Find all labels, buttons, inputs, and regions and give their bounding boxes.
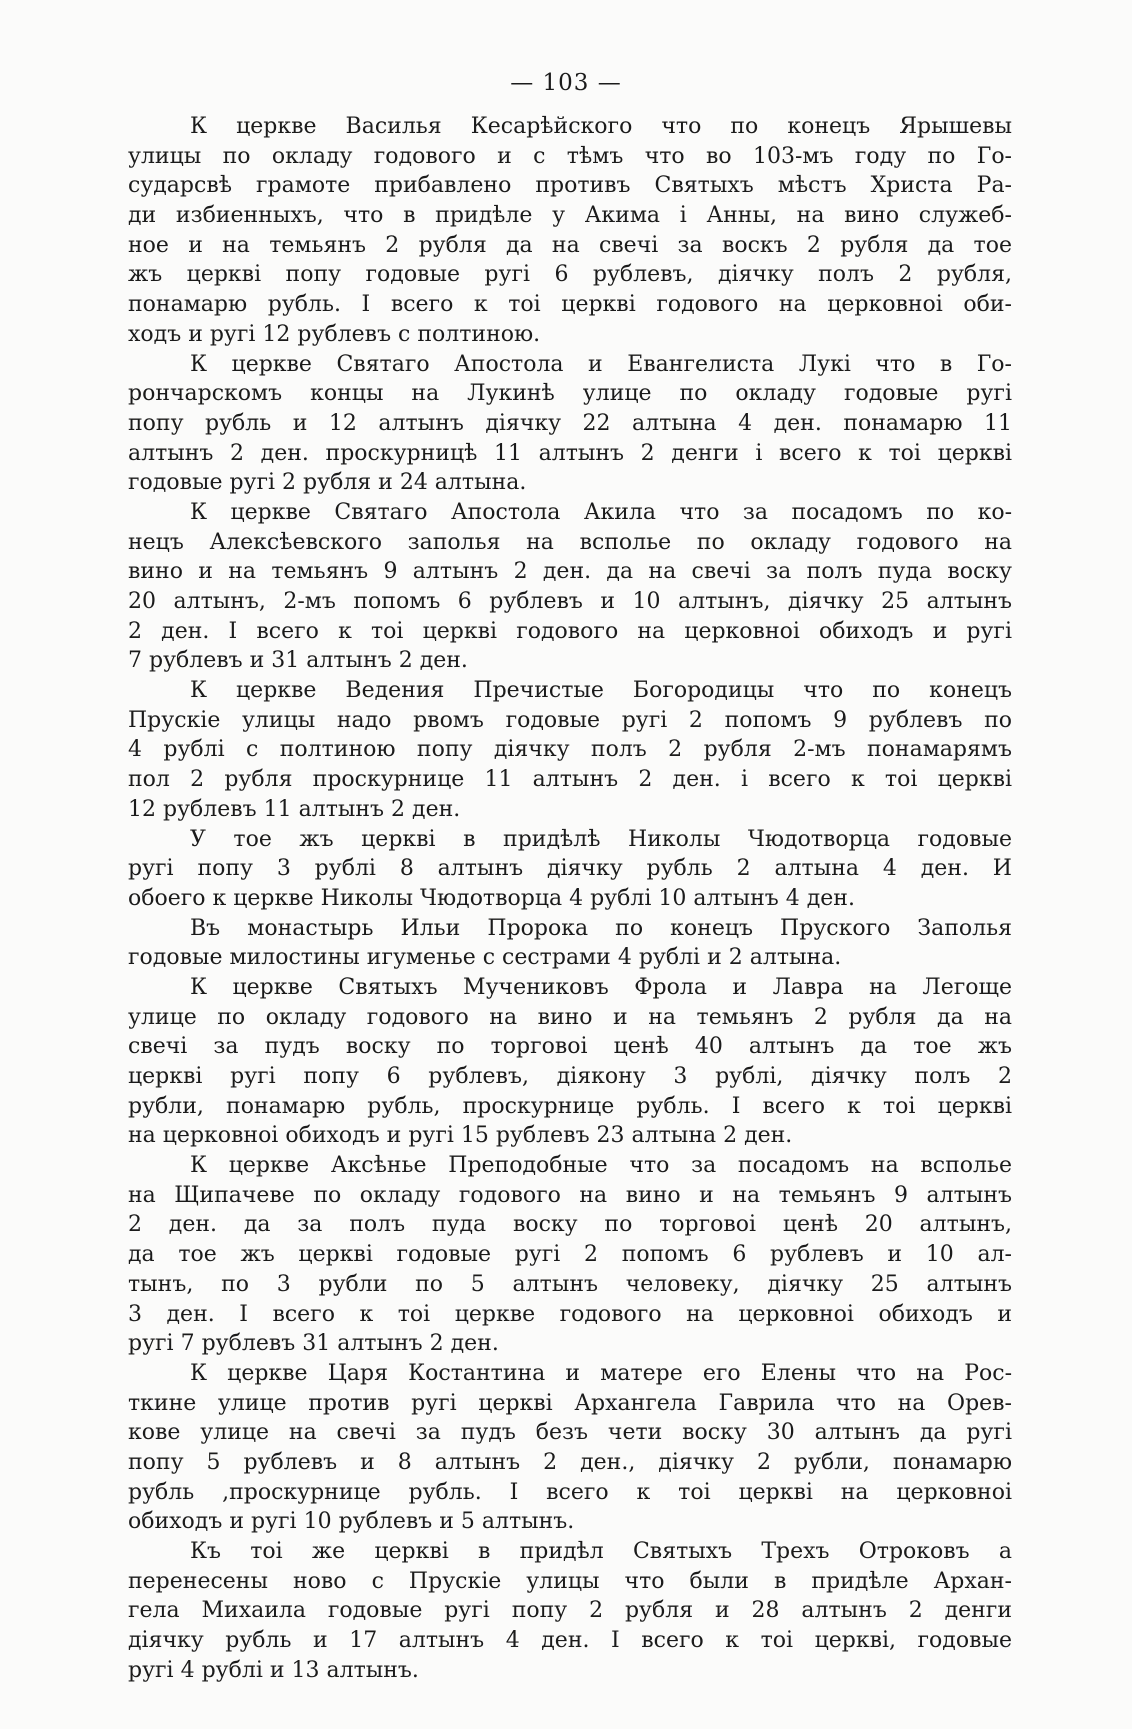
text-line: К церкве Святаго Апостола и Евангелиста Лукі что в Го- [190,351,1012,377]
text-line: ругі 7 рублевъ 31 алтынъ 2 ден. [128,1331,499,1357]
text-line: ное и на темьянъ 2 рубля да на свечі за воскъ 2 рубля да тое [128,232,1012,258]
text-line: обиходъ и ругі 10 рублевъ и 5 алтынъ. [128,1509,575,1535]
text-line: тынъ, по 3 рубли по 5 алтынъ человеку, діячку 25 алтынъ [128,1271,1012,1297]
text-line: гела Михаила годовые ругі попу 2 рубля и 28 алтынъ 2 денги [128,1598,1012,1624]
text-line: жъ церкві попу годовые ругі 6 рублевъ, діячку полъ 2 рубля, [128,262,1012,288]
text-line: ди избиенныхъ, что в придѣле у Акима і Анны, на вино служеб- [128,203,1012,229]
text-line: рубль ,проскурнице рубль. І всего к тоі церкві на церковноі [128,1479,1012,1505]
text-line: Въ монастырь Ильи Пророка по конецъ Пруского Заполья [190,915,1012,941]
text-line: годовые ругі 2 рубля и 24 алтына. [128,470,527,496]
text-line: на Щипачеве по окладу годового на вино и на темьянъ 9 алтынъ [128,1182,1012,1208]
paragraph [128,350,1012,498]
text-line: ругі 4 рублі и 13 алтынъ. [128,1657,419,1683]
text-line: К церкве Царя Костантина и матере его Елены что на Рос- [190,1360,1012,1386]
text-line: 20 алтынъ, 2-мъ попомъ 6 рублевъ и 10 алтынъ, діячку 25 алтынъ [128,589,1012,614]
text-line: 2 ден. да за полъ пуда воску по торговоі ценѣ 20 алтынъ, [128,1212,1012,1238]
text-line: К церкве Аксѣнье Преподобные что за посадомъ на всполье [190,1153,1012,1179]
text-line: рубли, понамарю рубль, проскурнице рубль. І всего к тоі церкві [128,1093,1012,1119]
paragraph [128,1359,1012,1537]
text-line: кове улице на свечі за пудъ безъ чети воску 30 алтынъ да ругі [128,1420,1012,1446]
text-line: К церкве Святыхъ Мучениковъ Фрола и Лавра на Легоще [190,974,1012,1000]
text-line: улице по окладу годового на вино и на темьянъ 2 рубля да на [128,1004,1012,1030]
text-line: ткине улице против ругі церкві Архангела Гаврила что на Орев- [128,1390,1012,1416]
text-line: 4 рублі с полтиною попу діячку полъ 2 рубля 2-мъ понамарямъ [128,737,1012,763]
paragraph [128,914,1012,973]
text-line: вино и на темьянъ 9 алтынъ 2 ден. да на свечі за полъ пуда воску [128,559,1012,585]
text-line: попу рубль и 12 алтынъ діячку 22 алтына 4 ден. понамарю 11 [128,410,1012,436]
paragraph [128,973,1012,1151]
text-line: обоего к церкве Николы Чюдотворца 4 рублі 10 алтынъ 4 ден. [128,885,855,911]
page-number: — 103 — [510,70,622,96]
text-line: годовые милостины игуменье с сестрами 4 рублі и 2 алтына. [128,945,842,971]
body-text [128,112,1012,1685]
text-line: перенесены ново с Прускіе улицы что были в придѣле Архан- [128,1568,1012,1594]
text-line: Къ тоі же церкві в придѣл Святыхъ Трехъ Отроковъ а [190,1539,1012,1564]
text-line: У тое жъ церкві в придѣлѣ Николы Чюдотворца годовые [190,826,1012,852]
text-line: да тое жъ церкві годовые ругі 2 попомъ 6 рублевъ и 10 ал- [128,1242,1012,1268]
text-line: 12 рублевъ 11 алтынъ 2 ден. [128,796,461,822]
text-line: 3 ден. І всего к тоі церкве годового на церковноі обиходъ и [128,1301,1012,1327]
paragraph [128,1151,1012,1359]
text-line: 7 рублевъ и 31 алтынъ 2 ден. [128,648,468,674]
text-line: на церковноі обиходъ и ругі 15 рублевъ 23 алтына 2 ден. [128,1123,793,1149]
paragraph [128,825,1012,914]
paragraph [128,498,1012,676]
text-line: діячку рубль и 17 алтынъ 4 ден. І всего к тоі церкві, годовые [128,1628,1012,1654]
text-line: 2 ден. І всего к тоі церкві годового на церковноі обиходъ и ругі [128,618,1012,644]
text-line: ругі попу 3 рублі 8 алтынъ діячку рубль 2 алтына 4 ден. И [128,856,1012,882]
text-line: пол 2 рубля проскурнице 11 алтынъ 2 ден. і всего к тоі церкві [128,767,1012,793]
text-line: улицы по окладу годового и с тѣмъ что во 103-мъ году по Го- [128,143,1012,169]
paragraph [128,112,1012,350]
paragraph [128,1537,1012,1685]
text-line: Прускіе улицы надо рвомъ годовые ругі 2 попомъ 9 рублевъ по [128,707,1012,733]
paragraph [128,676,1012,824]
text-line: церкві ругі попу 6 рублевъ, діякону 3 рублі, діячку полъ 2 [128,1064,1012,1089]
text-line: сударсвѣ грамоте прибавлено противъ Святыхъ мѣстъ Христа Ра- [128,173,1012,199]
text-line: попу 5 рублевъ и 8 алтынъ 2 ден., діячку 2 рубли, понамарю [128,1449,1012,1475]
text-line: К церкве Василья Кесарѣйского что по конецъ Ярышевы [190,114,1012,139]
text-line: нецъ Алексѣевского заполья на всполье по окладу годового на [128,529,1012,555]
text-line: алтынъ 2 ден. проскурницѣ 11 алтынъ 2 денги і всего к тоі церкві [128,440,1012,466]
text-line: К церкве Святаго Апостола Акила что за посадомъ по ко- [190,499,1012,525]
text-line: понамарю рубль. І всего к тоі церкві годового на церковноі оби- [128,292,1012,318]
text-line: ходъ и ругі 12 рублевъ с полтиною. [128,321,541,347]
text-line: свечі за пудъ воску по торговоі ценѣ 40 алтынъ да тое жъ [128,1034,1012,1060]
text-line: рончарскомъ концы на Лукинѣ улице по окладу годовые ругі [128,381,1012,407]
text-line: К церкве Ведения Пречистые Богородицы что по конецъ [190,678,1012,704]
